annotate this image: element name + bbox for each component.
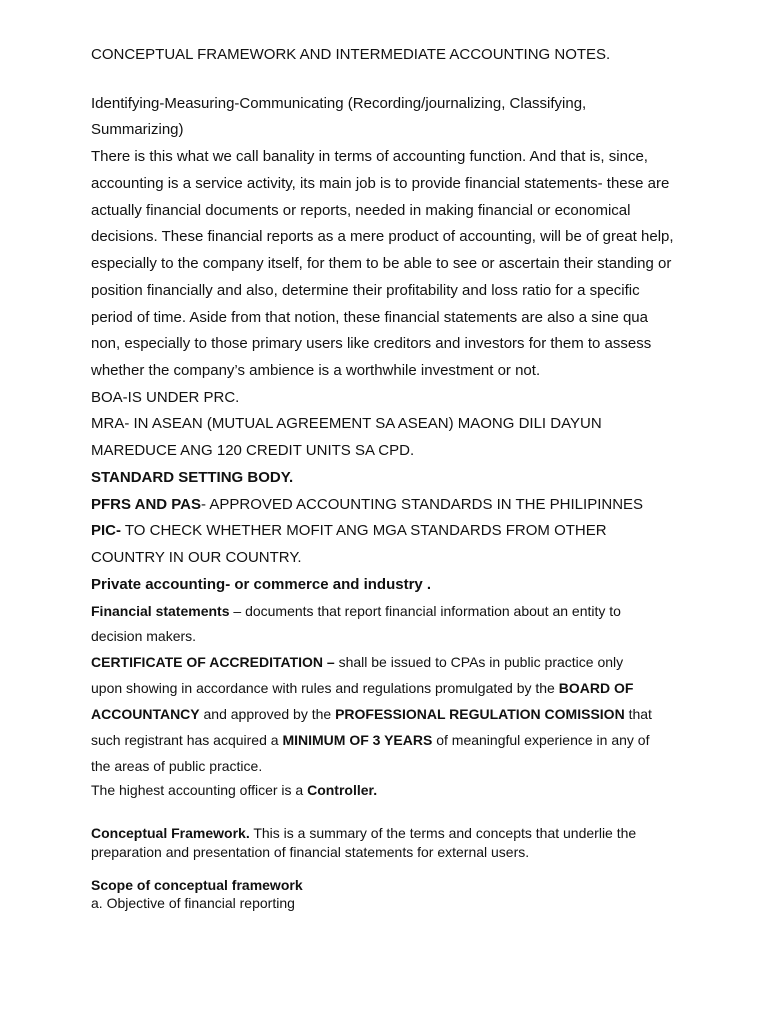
process-line-2: Summarizing) (91, 121, 184, 138)
conceptual-framework-term: Conceptual Framework. (91, 825, 250, 841)
coa-text: that (624, 706, 652, 722)
coa-bold: MINIMUM OF 3 YEARS (282, 732, 433, 748)
paragraph-line: actually financial documents or reports, needed in making financial or economical (91, 202, 631, 219)
paragraph-line: decisions. These financial reports as a mere product of accounting, will be of great help, (91, 228, 674, 245)
highest-officer-line (91, 783, 377, 797)
mra-line-1: MRA- IN ASEAN (MUTUAL AGREEMENT SA ASEAN) MAONG DILI DAYUN (91, 415, 602, 432)
paragraph-line: period of time. Aside from that notion, these financial statements are also a sine qua (91, 309, 648, 326)
mra-line-2: MAREDUCE ANG 120 CREDIT UNITS SA CPD. (91, 442, 415, 459)
document-title: CONCEPTUAL FRAMEWORK AND INTERMEDIATE ACCOUNTING NOTES. (91, 46, 611, 63)
coa-bold: BOARD OF (558, 680, 634, 696)
pfrs-line (91, 497, 643, 512)
pic-term: PIC- (91, 522, 121, 539)
conceptual-framework-text: This is a summary of the terms and concepts that underlie the (249, 825, 637, 841)
coa-line-2 (91, 681, 633, 695)
financial-statements-line-1 (91, 604, 621, 618)
financial-statements-term: Financial statements (91, 603, 230, 619)
financial-statements-line-2: decision makers. (91, 628, 197, 644)
scope-item-a: a. Objective of financial reporting (91, 895, 295, 911)
pfrs-term: PFRS AND PAS (91, 496, 202, 513)
coa-text: and approved by the (199, 706, 336, 722)
standard-setting-body-heading (91, 470, 293, 485)
coa-bold: ACCOUNTANCY (91, 706, 200, 722)
pic-text: TO CHECK WHETHER MOFIT ANG MGA STANDARDS FROM OTHER (121, 522, 607, 539)
coa-term: CERTIFICATE OF ACCREDITATION – (91, 654, 335, 670)
financial-statements-text: – documents that report financial information about an entity to (229, 603, 621, 619)
paragraph-line: accounting is a service activity, its main job is to provide financial statements- these are (91, 175, 670, 192)
standard-setting-body-text: STANDARD SETTING BODY. (91, 469, 294, 486)
boa-line: BOA-IS UNDER PRC. (91, 389, 240, 406)
private-accounting-line (91, 577, 431, 592)
coa-line-5: the areas of public practice. (91, 758, 263, 774)
paragraph-line: There is this what we call banality in terms of accounting function. And that is, since, (91, 148, 648, 165)
paragraph-line: non, especially to those primary users like creditors and investors for them to assess (91, 335, 652, 352)
scope-heading: Scope of conceptual framework (91, 877, 303, 893)
conceptual-framework-line-1 (91, 826, 636, 840)
private-accounting-text: Private accounting- or commerce and industry . (91, 576, 432, 593)
pfrs-text: - APPROVED ACCOUNTING STANDARDS IN THE PHILIPINNES (201, 496, 644, 513)
conceptual-framework-line-2: preparation and presentation of financial statements for external users. (91, 844, 530, 860)
highest-officer-text: The highest accounting officer is a (91, 782, 308, 798)
paragraph-line: position financially and also, determine their profitability and loss ratio for a specific (91, 282, 640, 299)
coa-line-4 (91, 733, 649, 747)
paragraph-line: especially to the company itself, for them to be able to see or ascertain their standing or (91, 255, 672, 272)
highest-officer-bold: Controller. (307, 782, 378, 798)
coa-text: upon showing in accordance with rules and regulations promulgated by the (91, 680, 559, 696)
coa-line-3 (91, 707, 652, 721)
pic-line-1 (91, 523, 607, 538)
coa-text: of meaningful experience in any of (432, 732, 650, 748)
process-line-1: Identifying-Measuring-Communicating (Recording/journalizing, Classifying, (91, 95, 587, 112)
coa-line-1 (91, 655, 623, 669)
coa-bold: PROFESSIONAL REGULATION COMISSION (335, 706, 625, 722)
paragraph-line: whether the company’s ambience is a worthwhile investment or not. (91, 362, 541, 379)
scope-heading-line (91, 878, 303, 892)
coa-text: such registrant has acquired a (91, 732, 283, 748)
pic-line-2: COUNTRY IN OUR COUNTRY. (91, 549, 302, 566)
coa-text: shall be issued to CPAs in public practice only (334, 654, 624, 670)
